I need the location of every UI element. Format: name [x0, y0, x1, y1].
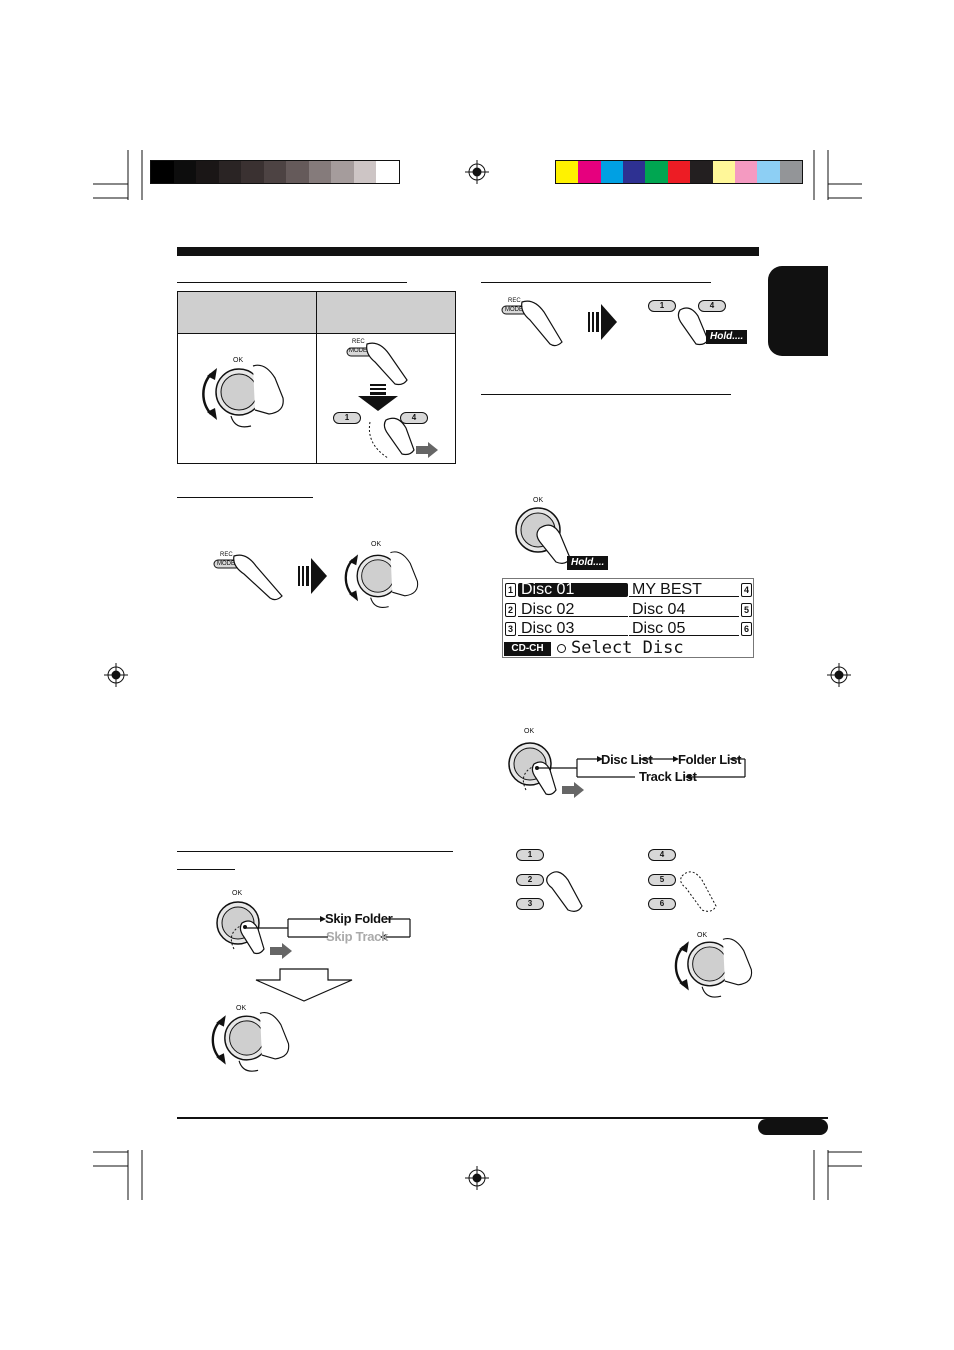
display-slot-number: 5 — [741, 603, 752, 617]
calibration-swatch — [151, 161, 174, 183]
flow-label-disc-list: Disc List — [601, 752, 653, 767]
preset-key-4: 4 — [400, 412, 428, 424]
display-slot-number: 3 — [505, 622, 516, 636]
calibration-swatch — [219, 161, 242, 183]
dial-label: OK — [524, 728, 535, 735]
registration-mark-left — [104, 663, 128, 687]
display-slot: Disc 05 — [629, 622, 739, 636]
section-heading-line — [177, 851, 453, 852]
calibration-swatch — [645, 161, 667, 183]
calibration-swatch — [286, 161, 309, 183]
calibration-swatch — [757, 161, 779, 183]
control-dial-icon — [195, 352, 290, 432]
arrow-right-icon — [588, 304, 618, 340]
calibration-swatch — [309, 161, 332, 183]
dial-label: OK — [232, 890, 243, 897]
calibration-swatch — [196, 161, 219, 183]
preset-key-5: 5 — [648, 874, 676, 886]
rec-label: REC — [508, 298, 521, 304]
dial-label: OK — [533, 497, 544, 504]
section-heading-line — [177, 497, 313, 498]
page-number-tab — [758, 1119, 828, 1135]
table-header-left — [177, 291, 317, 334]
finger-slide-icon — [362, 414, 442, 460]
display-slot: Disc 02 — [518, 603, 628, 617]
calibration-swatch — [713, 161, 735, 183]
source-badge: CD-CH — [504, 642, 551, 656]
rec-label: REC — [352, 339, 365, 345]
footer-rule — [177, 1117, 828, 1119]
control-dial-icon — [204, 1000, 296, 1076]
header-rule — [177, 247, 759, 256]
display-slot-number: 4 — [741, 583, 752, 597]
calibration-swatch — [780, 161, 802, 183]
mode-button-icon — [212, 552, 292, 602]
display-slot: Disc 03 — [518, 622, 628, 636]
mode-label: MODE — [217, 561, 235, 567]
big-arrow-down-icon — [254, 968, 354, 1002]
display-slot: MY BEST — [629, 583, 739, 597]
preset-key-4: 4 — [698, 300, 726, 312]
language-tab — [768, 266, 828, 356]
display-prompt: Select Disc — [571, 638, 684, 658]
hold-badge: Hold.... — [706, 330, 747, 344]
calibration-swatch — [241, 161, 264, 183]
calibration-swatch — [578, 161, 600, 183]
arrow-right-icon — [298, 558, 328, 594]
display-slot-number: 2 — [505, 603, 516, 617]
dial-label: OK — [371, 541, 382, 548]
dial-label: OK — [233, 357, 244, 364]
calibration-swatch — [601, 161, 623, 183]
flow-label-track-list: Track List — [639, 769, 697, 784]
arrow-down-icon — [356, 384, 400, 412]
section-heading-line — [177, 869, 235, 870]
display-slot-number: 6 — [741, 622, 752, 636]
finger-press-icon — [540, 864, 590, 914]
color-calibration-bar — [555, 160, 803, 184]
calibration-swatch — [174, 161, 197, 183]
calibration-swatch — [376, 161, 399, 183]
preset-key-6: 6 — [648, 898, 676, 910]
preset-key-3: 3 — [516, 898, 544, 910]
registration-mark-right — [827, 663, 851, 687]
disc-list-display — [502, 578, 754, 658]
calibration-swatch — [668, 161, 690, 183]
display-slot-number: 1 — [505, 583, 516, 597]
flow-label-skip-folder: Skip Folder — [325, 911, 393, 926]
table-header-right — [316, 291, 456, 334]
calibration-swatch — [556, 161, 578, 183]
control-dial-icon — [668, 926, 758, 1002]
display-slot: Disc 04 — [629, 603, 739, 617]
registration-mark-bottom — [465, 1166, 489, 1190]
preset-key-1: 1 — [333, 412, 361, 424]
finger-ghost-icon — [674, 864, 724, 914]
registration-mark-top — [465, 160, 489, 184]
flow-label-folder-list: Folder List — [678, 752, 742, 767]
display-slot-selected: Disc 01 — [518, 583, 628, 597]
preset-key-1: 1 — [648, 300, 676, 312]
dial-label: OK — [236, 1005, 247, 1012]
section-heading-line — [481, 394, 731, 395]
mode-label: MODE — [349, 348, 367, 354]
dial-symbol-icon — [557, 644, 566, 653]
preset-key-1: 1 — [516, 849, 544, 861]
calibration-swatch — [623, 161, 645, 183]
gray-calibration-bar — [150, 160, 400, 184]
calibration-swatch — [354, 161, 377, 183]
hold-badge: Hold.... — [567, 556, 608, 570]
section-heading-line — [481, 282, 711, 283]
mode-button-icon — [500, 298, 570, 348]
rec-label: REC — [220, 552, 233, 558]
control-dial-icon — [336, 540, 426, 612]
flow-label-skip-track: Skip Track — [326, 929, 389, 944]
mode-label: MODE — [505, 307, 523, 313]
preset-key-2: 2 — [516, 874, 544, 886]
preset-key-4: 4 — [648, 849, 676, 861]
calibration-swatch — [690, 161, 712, 183]
calibration-swatch — [264, 161, 287, 183]
calibration-swatch — [735, 161, 757, 183]
dial-label: OK — [697, 932, 708, 939]
calibration-swatch — [331, 161, 354, 183]
section-heading-line — [177, 282, 407, 283]
